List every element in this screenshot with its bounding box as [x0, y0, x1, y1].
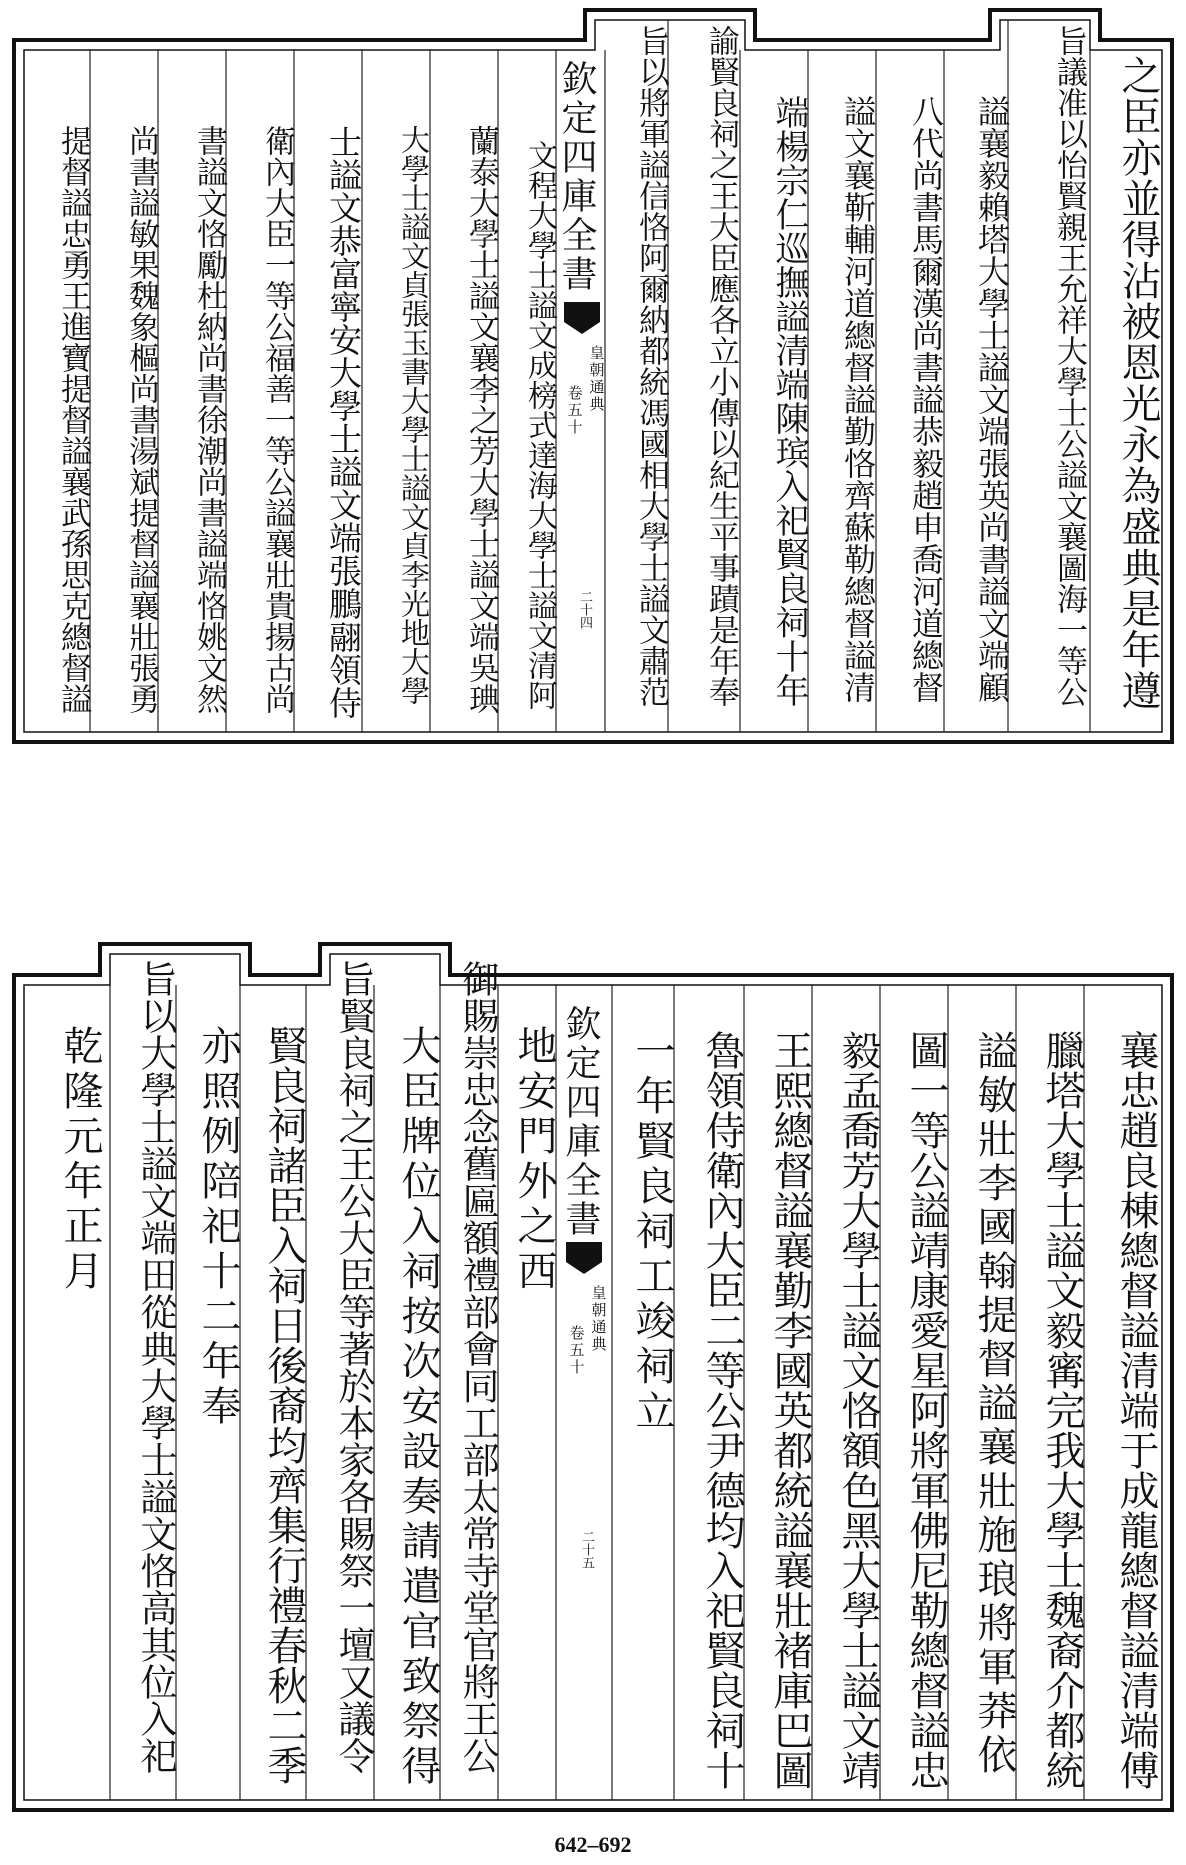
text-column: 魯領侍衛內大臣二等公尹德均入祀賢良祠十 [699, 1030, 745, 1790]
text-column: 士謚文恭富寧安大學士謚文端張鵬翮領侍 [324, 125, 363, 719]
bottom-page [0, 930, 1186, 1830]
text-column: 書謚文恪勵杜納尚書徐潮尚書謚端恪姚文然 [191, 125, 227, 714]
text-column: 謚敏壯李國翰提督謚襄壯施琅將軍莽依 [971, 1030, 1017, 1778]
text-column: 臘塔大學士謚文毅寗完我大學士魏裔介都統 [1039, 1030, 1085, 1790]
text-column: 旨以大學士謚文端田從典大學士謚文恪高其位入祀 [134, 960, 177, 1774]
text-column: 乾隆元年正月 [57, 1025, 103, 1295]
text-column: 大學士謚文貞張玉書大學士謚文貞李光地大學 [397, 125, 431, 705]
text-column: 尚書謚敏果魏象樞尚書湯斌提督謚襄壯張勇 [123, 125, 159, 714]
text-column: 王熙總督謚襄勤李國英都統謚襄壯褚庫巴圖 [767, 1030, 813, 1790]
text-column: 諭賢良祠之王大臣應各立小傳以紀生平事蹟是年奉 [703, 25, 739, 707]
book-title: 欽定四庫全書 [560, 1005, 601, 1239]
text-column: 亦照例陪祀十二年奉 [195, 1025, 241, 1430]
text-column: 衛內大臣一等公福善一等公謚襄壯貴揚古尚 [259, 125, 295, 714]
text-column: 旨議准以怡賢親王允祥大學士公謚文襄圖海一等公 [1051, 25, 1087, 707]
text-column: 圖一等公謚靖康愛星阿將軍佛尼勒總督謚忠 [903, 1030, 949, 1790]
fishtail-mark-icon [562, 300, 602, 336]
section-label: 皇朝通典 [587, 345, 606, 413]
text-column: 謚襄毅賴塔大學士謚文端張英尚書謚文端顧 [973, 95, 1011, 703]
volume-label: 卷五十 [567, 1325, 586, 1376]
text-column: 御賜崇忠念舊匾額禮部會同工部太常寺堂官將王公 [456, 960, 499, 1774]
text-column: 毅孟喬芳大學士謚文恪額色黑大學士謚文靖 [835, 1030, 881, 1790]
top-page [0, 0, 1186, 760]
fishtail-mark-icon [564, 1240, 604, 1276]
text-column: 蘭泰大學士謚文襄李之芳大學士謚文端吳琠 [463, 125, 499, 714]
text-column: 一年賢良祠工竣祠立 [629, 1030, 675, 1435]
text-column: 旨以將軍謚信恪阿爾納都統馮國相大學士謚文肅范 [633, 25, 669, 707]
page-number: 二十五 [579, 1530, 594, 1569]
text-column: 襄忠趙良棟總督謚清端于成龍總督謚清端傅 [1113, 1030, 1159, 1790]
text-column: 地安門外之西 [511, 1025, 557, 1295]
book-title: 欽定四庫全書 [556, 60, 597, 294]
text-column: 端楊宗仁巡撫謚清端陳瑸入祀賢良祠十年 [769, 95, 809, 707]
volume-label: 卷五十 [565, 385, 584, 436]
text-column: 文程大學士謚文成榜式達海大學士謚文清阿 [522, 140, 557, 710]
text-column: 賢良祠諸臣入祠日後裔均齊集行禮春秋二季 [261, 1025, 307, 1785]
page-reference: 642–692 [554, 1832, 632, 1857]
page-number: 二十四 [577, 590, 592, 629]
text-column: 謚文襄靳輔河道總督謚勤恪齊蘇勒總督謚清 [839, 95, 877, 703]
text-column: 之臣亦並得沾被恩光永為盛典是年遵 [1115, 55, 1161, 711]
text-column: 八代尚書馬爾漢尚書謚恭毅趙申喬河道總督 [907, 95, 945, 703]
text-column: 旨賢良祠之王公大臣等著於本家各賜祭一壇又議令 [332, 960, 375, 1774]
section-label: 皇朝通典 [589, 1285, 608, 1353]
text-column: 大臣牌位入祠按次安設奏請遣官致祭得 [395, 1025, 441, 1790]
text-column: 提督謚忠勇王進寶提督謚襄武孫思克總督謚 [55, 125, 91, 714]
